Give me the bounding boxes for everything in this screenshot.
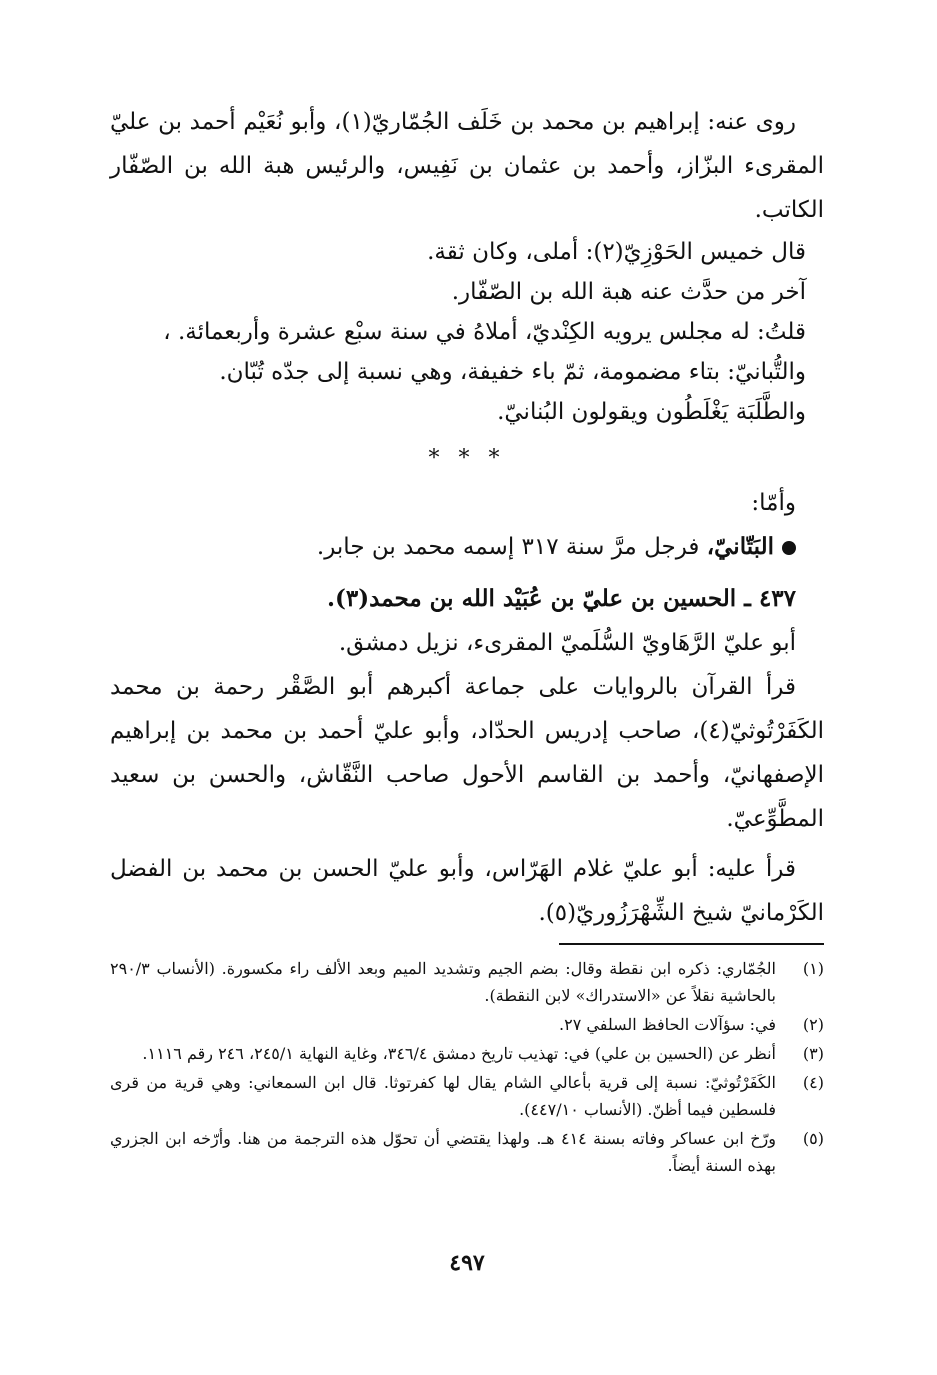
footnote-1 (110, 955, 824, 1009)
footnote-number: (٤) (802, 1073, 824, 1092)
footnote-4 (110, 1069, 824, 1123)
footnote-text: الكَفَرْتُوثيّ: نسبة إلى قرية بأعالي الشام يقال لها كفرتوثا. قال ابن السمعاني: وهي قرية من قرى فلسطين فيما أظنّ. (الأنساب ٤٤٧/١٠). (110, 1073, 777, 1119)
students-paragraph: قرأ عليه: أبو عليّ غلام الهَرّاس، وأبو عليّ الحسن بن محمد بن الفضل الكَرْمانيّ شيخ الشِّهْرَزُوريّ(٥). (110, 856, 824, 926)
footnote-number: (٢) (802, 1015, 824, 1034)
section-separator: * * * (428, 446, 506, 471)
page-body (110, 100, 824, 1276)
footnote-number: (١) (802, 959, 824, 978)
quote-line-2: آخر من حدَّث عنه هبة الله بن الصّفّار. (451, 279, 806, 305)
footnote-rule (559, 943, 824, 945)
footnote-3 (110, 1040, 824, 1067)
quote-line-5: والطَّلَبَة يَغْلَطُون ويقولون البُنانيّ. (497, 399, 806, 425)
main-text (110, 100, 824, 935)
bullet-dot-icon (782, 541, 796, 555)
footnote-text: في: سؤآلات الحافظ السلفي ٢٧. (559, 1015, 776, 1034)
amma-line: وأمّا: (751, 490, 796, 516)
teachers-paragraph: قرأ القرآن بالروايات على جماعة أكبرهم أبو الصَّقْر رحمة بن محمد الكَفَرْتُوثيّ(٤)، صاحب إدريس الحدّاد، وأبو عليّ أحمد بن محمد بن إبراهيم الإصفهانيّ، وأحمد بن القاسم الأحول صاحب النَّقّاش، والحسن بن سعيد المطَّوِّعيّ. (110, 674, 824, 832)
footnote-5 (110, 1125, 824, 1179)
bullet-name: البَتّانيّ، (706, 533, 774, 560)
footnote-text: ورّخ ابن عساكر وفاته بسنة ٤١٤ هـ. ولهذا يقتضي أن تحوّل هذه الترجمة من هنا. وأرّخه ابن الجزري بهذه السنة أيضاً. (110, 1129, 777, 1175)
quotation-block (110, 232, 824, 432)
footnote-text: أنظر عن (الحسين بن علي) في: تهذيب تاريخ دمشق ٣٤٦/٤، وغاية النهاية ٢٤٥/١، ٢٤٦ رقم ١١١٦. (142, 1044, 776, 1063)
page-number: ٤٩٧ (449, 1250, 485, 1276)
footnote-2 (110, 1011, 824, 1038)
footnotes (110, 955, 824, 1181)
kunya-line: أبو عليّ الرَّهَاويّ السُّلَميّ المقرىء، نزيل دمشق. (338, 630, 796, 656)
quote-line-4: والتُّبانيّ: بتاء مضمومة، ثمّ باء خفيفة، وهي نسبة إلى جدّه تُبّان. (219, 359, 806, 385)
bullet-text: فرجل مرَّ سنة ٣١٧ إسمه محمد بن جابر. (316, 534, 707, 560)
footnote-number: (٣) (802, 1044, 824, 1063)
narrators-paragraph: روى عنه: إبراهيم بن محمد بن خَلَف الجُمّاريّ(١)، وأبو نُعَيْم أحمد بن عليّ المقرىء البزّاز، وأحمد بن عثمان بن نَفِيس، والرئيس هبة الله بن الصّفّار الكاتب. (110, 109, 824, 223)
footnote-number: (٥) (802, 1129, 824, 1148)
quote-line-1: قال خميس الحَوْزِيّ(٢): أملى، وكان ثقة. (427, 239, 806, 265)
footnote-text: الجُمّاري: ذكره ابن نقطة وقال: بضم الجيم وتشديد الميم وبعد الألف راء مكسورة. (الأنساب ٢٩٠/٣ بالحاشية نقلاً عن «الاستدراك» لابن النقطة). (110, 959, 776, 1005)
bullet-entry (110, 525, 824, 569)
entry-heading: ٤٣٧ ـ الحسين بن عليّ بن عُبَيْد الله بن محمد(٣). (326, 585, 796, 612)
quote-line-3: قلتُ: له مجلس يرويه الكِنْديّ، أملاهُ في سنة سبْع عشرة وأربعمائة. ، (163, 319, 806, 345)
